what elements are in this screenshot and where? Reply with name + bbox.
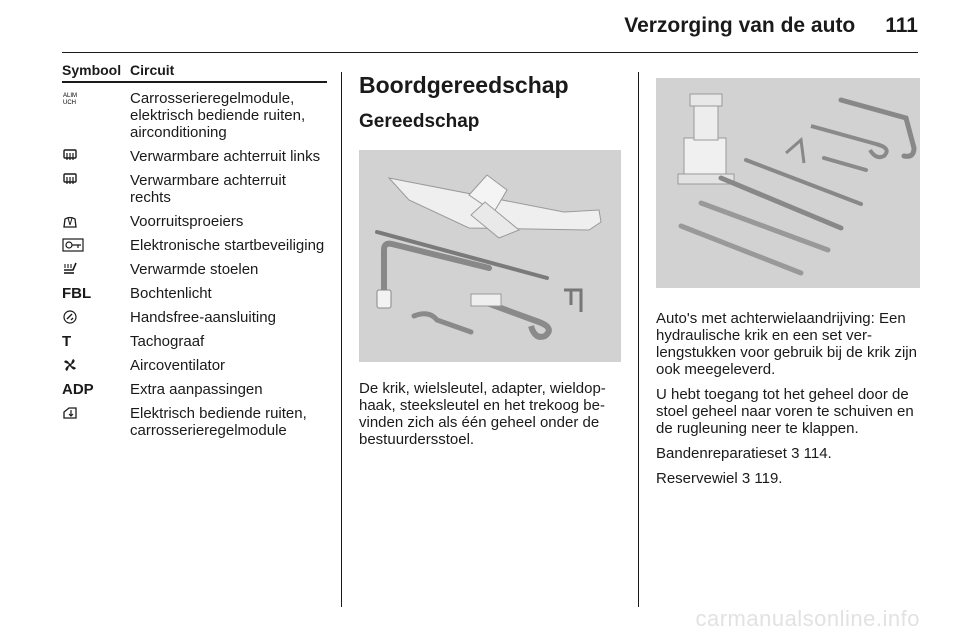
circuit-label: Aircoventilator (130, 357, 226, 374)
table-row (62, 237, 327, 254)
table-row (62, 285, 327, 302)
column-divider (341, 72, 342, 607)
section-subheading: Gereedschap (359, 111, 480, 132)
spare-wheel-ref (656, 470, 920, 487)
circuit-label: Verwarmde stoelen (130, 261, 259, 278)
page-ref[interactable]: 114. (803, 445, 832, 462)
rwd-tools-section (656, 78, 920, 487)
watermark: carmanualsonline.info (695, 606, 920, 631)
circuit-label: Elektrisch bediende ruiten, carrosserieregelmodule (130, 405, 307, 439)
table-row (62, 381, 327, 398)
adp-symbol: ADP (62, 381, 94, 398)
table-row (62, 213, 327, 230)
tachograph-icon: T (62, 333, 72, 350)
page-header (624, 14, 918, 38)
tool-kit-illustration (359, 150, 621, 362)
handsfree-icon (62, 309, 130, 326)
page-ref[interactable]: 119. (754, 470, 783, 487)
page-title: Verzorging van de auto (624, 14, 856, 37)
hydraulic-jack-illustration (656, 78, 920, 288)
circuit-label: Carrosserieregelmodule, elektrisch bediende ruiten, airconditioning (130, 90, 306, 141)
page-number: 111 (885, 14, 918, 37)
windscreen-washer-icon (62, 213, 130, 230)
table-row (62, 172, 327, 206)
table-row (62, 148, 327, 165)
chevron-right-icon: 3 (741, 470, 751, 487)
table-row (62, 261, 327, 278)
circuit-label: Bochtenlicht (130, 285, 212, 302)
table-row (62, 309, 327, 326)
circuit-label: Verwarmbare achterruit rechts (130, 172, 286, 206)
table-row (62, 405, 327, 439)
power-window-icon (62, 405, 130, 439)
header-symbol: Symbool (62, 62, 122, 78)
table-row (62, 357, 327, 374)
circuit-label: Extra aanpassingen (130, 381, 263, 398)
heated-seat-icon (62, 261, 130, 278)
circuit-label: Voorruitsproeiers (130, 213, 244, 230)
column-divider (638, 72, 639, 607)
svg-text:UCH: UCH (63, 100, 76, 106)
section-heading: Boordgereedschap (359, 72, 569, 98)
fan-icon (62, 357, 130, 374)
svg-text:ALIM: ALIM (63, 93, 78, 99)
rear-window-heater-icon (62, 172, 130, 206)
circuit-label: Tachograaf (130, 333, 205, 350)
access-paragraph: U hebt toegang tot het geheel door de stoel geheel naar voren te schuiven en de rugleuning neer te klappen. (656, 386, 914, 437)
caption: De krik, wielsleutel, adapter, wieldop-haak, steeksleutel en het trekoog be-vinden zich als één geheel onder de bestuurdersstoel. (359, 380, 606, 448)
header-circuit: Circuit (130, 62, 175, 78)
header-rule (62, 52, 918, 53)
circuit-label: Elektronische startbeveiliging (130, 237, 325, 254)
table-header (62, 62, 327, 83)
table-row (62, 333, 327, 350)
key-icon (62, 237, 130, 254)
table-row (62, 90, 327, 141)
fbl-symbol: FBL (62, 285, 92, 302)
tools-section (359, 72, 624, 448)
fuse-symbol-table (62, 62, 327, 439)
circuit-label: Verwarmbare achterruit links (130, 148, 321, 165)
ref-label: Bandenreparatieset (656, 445, 792, 462)
circuit-label: Handsfree-aansluiting (130, 309, 276, 326)
ref-label: Reservewiel (656, 470, 742, 487)
tyre-repair-kit-ref (656, 445, 920, 462)
chevron-right-icon: 3 (791, 445, 800, 462)
rear-window-heater-icon (62, 148, 130, 165)
rwd-paragraph: Auto's met achterwielaandrijving: Een hydraulische krik en een set ver-lengstukken voor gebruik bij de krik zijn ook meegeleverd. (656, 310, 917, 378)
alim-uch-text-icon (62, 90, 130, 141)
